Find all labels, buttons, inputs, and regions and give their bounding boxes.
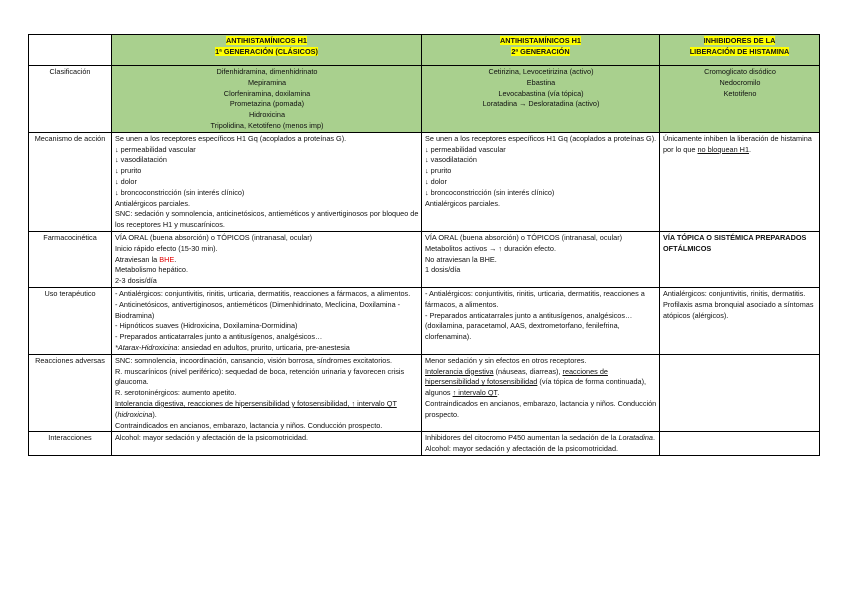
interacciones-inhibitors — [660, 432, 820, 456]
row-uso-terapeutico — [29, 287, 820, 354]
uso-inhibitors: Antialérgicos: conjuntivitis, rinitis, dermatitis. Profilaxis asma bronquial asociado a síntomas atópicos (alérgicos). — [660, 287, 820, 354]
row-label-uso: Uso terapéutico — [29, 287, 112, 354]
row-interacciones — [29, 432, 820, 456]
row-farmacocinetica — [29, 231, 820, 287]
clasificacion-second-gen: Cetirizina, Levocetirizina (activo) Ebastina Levocabastina (vía tópica) Loratadina → Desloratadina (activo) — [422, 66, 660, 133]
farmacocinetica-second-gen: VÍA ORAL (buena absorción) o TÓPICOS (intranasal, ocular) Metabolitos activos → ↑ duración efecto. No atraviesan la BHE. 1 dosis/día — [422, 231, 660, 287]
mecanismo-inhibitors: Únicamente inhiben la liberación de histamina por lo que no bloquean H1. — [660, 132, 820, 231]
mecanismo-first-gen: Se unen a los receptores específicos H1 Gq (acoplados a proteínas G). ↓ permeabilidad vascular ↓ vasodilatación ↓ prurito ↓ dolor ↓ broncoconstricción (sin interés clínico) Antialérgicos parciales. SNC: sedación y somnolencia, anticinetósicos, antieméticos y antivertiginosos por bloqueo de los receptores H1 y muscarínicos. — [112, 132, 422, 231]
comparison-table — [28, 34, 820, 456]
row-mecanismo — [29, 132, 820, 231]
reacciones-inhibitors — [660, 354, 820, 432]
clasificacion-first-gen: Difenhidramina, dimenhidrinato Mepiramina Clorfeniramina, doxilamina Prometazina (pomada) Hidroxicina Tripolidina, Ketotifeno (menos imp) — [112, 66, 422, 133]
header-row — [29, 35, 820, 66]
uso-first-gen: - Antialérgicos: conjuntivitis, rinitis, urticaria, dermatitis, reacciones a fármacos, a alimentos. - Anticinetósicos, antivertiginosos, antieméticos (Dimenhidrinato, Meclicina, Doxilamina - Biodramina) - Hipnóticos suaves (Hidroxicina, Doxilamina-Dormidina) - Preparados anticatarrales junto a antitusígenos, analgésicos… *Atarax-Hidroxicina: ansiedad en adultos, prurito, urticaria, pre-anestesia — [112, 287, 422, 354]
interacciones-second-gen: Inhibidores del citocromo P450 aumentan la sedación de la Loratadina. Alcohol: mayor sedación y afectación de la psicomotricidad. — [422, 432, 660, 456]
header-empty-cell — [29, 35, 112, 66]
bhe-highlight: BHE — [159, 254, 175, 264]
row-reacciones-adversas — [29, 354, 820, 432]
header-release-inhibitors: INHIBIDORES DE LA LIBERACIÓN DE HISTAMINA — [660, 35, 820, 66]
farmacocinetica-inhibitors: VÍA TÓPICA O SISTÉMICA PREPARADOS OFTÁLMICOS — [660, 231, 820, 287]
interacciones-first-gen: Alcohol: mayor sedación y afectación de la psicomotricidad. — [112, 432, 422, 456]
row-label-clasificacion: Clasificación — [29, 66, 112, 133]
mecanismo-second-gen: Se unen a los receptores específicos H1 Gq (acoplados a proteínas G). ↓ permeabilidad vascular ↓ vasodilatación ↓ prurito ↓ dolor ↓ broncoconstricción (sin interés clínico) Antialérgicos parciales. — [422, 132, 660, 231]
row-label-farmacocinetica: Farmacocinética — [29, 231, 112, 287]
row-label-reacciones: Reacciones adversas — [29, 354, 112, 432]
row-label-interacciones: Interacciones — [29, 432, 112, 456]
header-second-generation: ANTIHISTAMÍNICOS H1 2ª GENERACIÓN — [422, 35, 660, 66]
header-first-generation: ANTIHISTAMÍNICOS H1 1ª GENERACIÓN (CLÁSICOS) — [112, 35, 422, 66]
clasificacion-inhibitors: Cromoglicato disódico Nedocromilo Ketotifeno — [660, 66, 820, 133]
row-label-mecanismo: Mecanismo de acción — [29, 132, 112, 231]
uso-second-gen: - Antialérgicos: conjuntivitis, rinitis, urticaria, dermatitis, reacciones a fármacos, a alimentos. - Preparados anticatarrales junto a antitusígenos, analgésicos… (doxilamina, paracetamol, AAS, dextrometorfano, fenilefrina, clorfenamina). — [422, 287, 660, 354]
reacciones-second-gen: Menor sedación y sin efectos en otros receptores. Intolerancia digestiva (náuseas, diarreas), reacciones de hipersensibilidad y fotosensibilidad (vía tópica de forma continuada), algunos ↑ intervalo QT. Contraindicados en ancianos, embarazo, lactancia y niños. Conducción prospecto. — [422, 354, 660, 432]
farmacocinetica-first-gen: VÍA ORAL (buena absorción) o TÓPICOS (intranasal, ocular) Inicio rápido efecto (15-30 min). Atraviesan la BHE. Metabolismo hepático. 2-3 dosis/día — [112, 231, 422, 287]
reacciones-first-gen: SNC: somnolencia, incoordinación, cansancio, visión borrosa, síndromes excitatorios. R. muscarínicos (nivel periférico): sequedad de boca, retención urinaria y favorecen crisis glaucoma. R. serotoninérgicos: aumento apetito. Intolerancia digestiva, reacciones de hipersensibilidad y fotosensibilidad, ↑ intervalo QT (hidroxicina). Contraindicados en ancianos, embarazo, lactancia y niños. Conducción prospecto. — [112, 354, 422, 432]
row-clasificacion — [29, 66, 820, 133]
